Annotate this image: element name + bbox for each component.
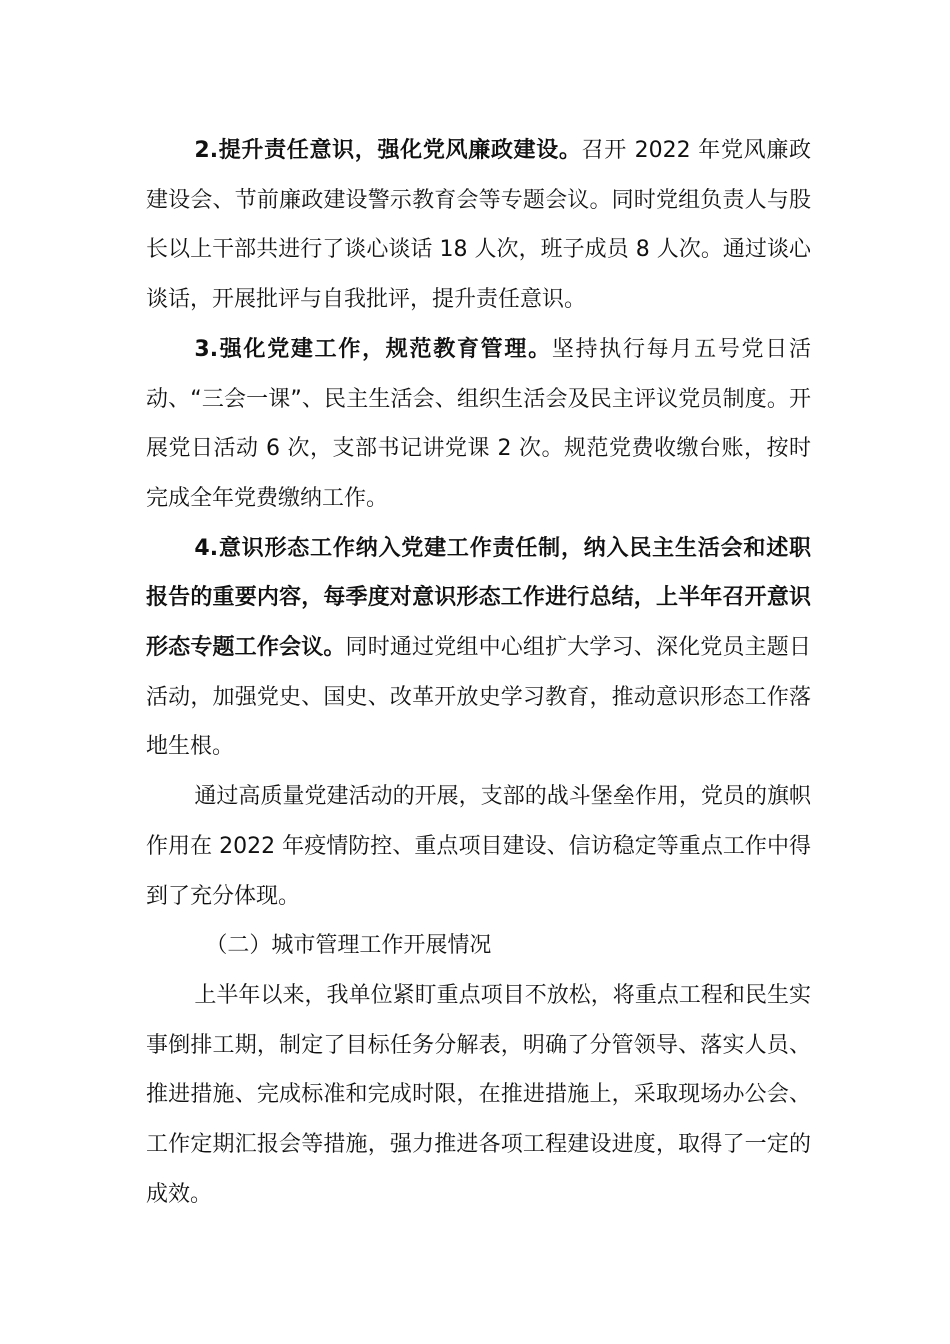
paragraph-text: 召开 2022 年党风廉政建设会、节前廉政建设警示教育会等专题会议。同时党组负责人与股长以上干部共进行了谈心谈话 18 人次，班子成员 8 人次。通过谈心谈话，开展批评与自我批评，提升责任意识。	[146, 138, 811, 313]
paragraph-heading: 2.提升责任意识，强化党风廉政建设。	[194, 138, 582, 163]
section-heading-text: （二）城市管理工作开展情况	[205, 933, 492, 959]
paragraph-text: 通过高质量党建活动的开展，支部的战斗堡垒作用，党员的旗帜作用在 2022 年疫情防控、重点项目建设、信访稳定等重点工作中得到了充分体现。	[146, 784, 811, 909]
paragraph-ideology	[146, 524, 811, 773]
paragraph-discipline	[146, 126, 811, 325]
paragraph-party-building	[146, 325, 811, 524]
paragraph-summary	[146, 772, 811, 921]
section-heading	[146, 921, 811, 971]
paragraph-text: 坚持执行每月五号党日活动、“三会一课”、民主生活会、组织生活会及民主评议党员制度。开展党日活动 6 次，支部书记讲党课 2 次。规范党费收缴台账，按时完成全年党费缴纳工作。	[146, 336, 811, 511]
document-body	[146, 126, 811, 1219]
paragraph-text: 上半年以来，我单位紧盯重点项目不放松，将重点工程和民生实事倒排工期，制定了目标任务分解表，明确了分管领导、落实人员、推进措施、完成标准和完成时限，在推进措施上，采取现场办公会、工作定期汇报会等措施，强力推进各项工程建设进度，取得了一定的成效。	[146, 982, 811, 1207]
paragraph-heading: 4.意识形态工作纳入党建工作责任制，纳入民主生活会和述职报告的重要内容，每季度对意识形态工作进行总结，上半年召开意识形态专题工作会议。	[146, 535, 811, 661]
paragraph-urban-management	[146, 971, 811, 1220]
paragraph-text: 同时通过党组中心组扩大学习、深化党员主题日活动，加强党史、国史、改革开放史学习教育，推动意识形态工作落地生根。	[146, 635, 811, 760]
paragraph-heading: 3.强化党建工作，规范教育管理。	[194, 336, 552, 362]
